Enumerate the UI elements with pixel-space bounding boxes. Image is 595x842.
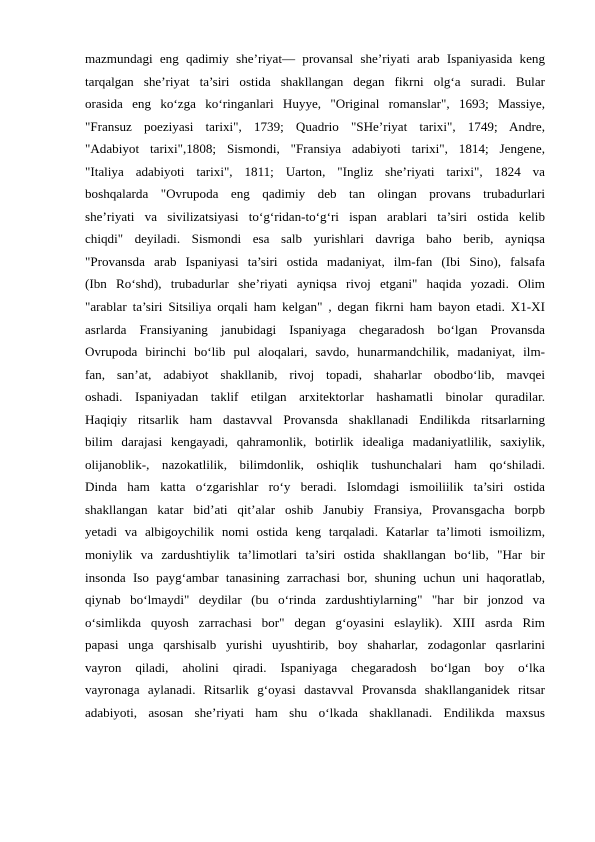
text-line-21: shakllangan katar bid’ati qit’alar oshib Janubiy Fransiya, Provansgacha borpb — [85, 501, 545, 517]
text-line-11: (Ibn Ro‘shd), trubadurlar she’riyati ayniqsa rivoj etgani" haqida yozadi. Olim — [85, 276, 545, 292]
text-line-30: adabiyoti, asosan she’riyati ham shu o‘lkada shakllanadi. Endilikda maxsus — [85, 704, 545, 720]
text-line-19: olijanoblik-, nazokatlilik, bilimdonlik, oshiqlik tushunchalari ham qo‘shiladi. — [85, 456, 545, 472]
text-line-6: "Italiya adabiyoti tarixi", 1811; Uarton, "Ingliz she’riyati tarixi", 1824 va — [85, 163, 545, 179]
text-line-17: Haqiqiy ritsarlik ham dastavval Provansda shakllanadi Endilikda ritsarlarning — [85, 411, 545, 427]
text-line-26: o‘simlikda quyosh zarrachasi bor" degan g‘oyasini eslaylik). XIII asrda Rim — [85, 614, 545, 630]
text-line-15: fan, san’at, adabiyot shakllanib, rivoj topadi, shaharlar obodbo‘lib, mavqei — [85, 366, 545, 382]
text-line-28: vayron qiladi, aholini qiradi. Ispaniyaga chegaradosh bo‘lgan boy o‘lka — [85, 659, 545, 675]
text-line-23: moniylik va zardushtiylik ta’limotlari ta’siri ostida shakllangan bo‘lib, "Har bir — [85, 547, 545, 563]
text-line-3: orasida eng ko‘zga ko‘ringanlari Huyye, "Original romanslar", 1693; Massiye, — [85, 96, 545, 112]
text-line-22: yetadi va albigoychilik nomi ostida keng tarqaladi. Katarlar ta’limoti ismoilizm, — [85, 524, 545, 540]
text-line-10: "Provansda arab Ispaniyasi ta’siri ostida madaniyat, ilm-fan (Ibi Sino), falsafa — [85, 253, 545, 269]
text-line-4: "Fransuz poeziyasi tarixi", 1739; Quadrio "SHe’riyat tarixi", 1749; Andre, — [85, 118, 545, 134]
text-line-8: she’riyati va sivilizatsiyasi to‘g‘ridan-to‘g‘ri ispan arablari ta’siri ostida kelib — [85, 208, 545, 224]
text-line-12: "arablar ta’siri Sitsiliya orqali ham kelgan" , degan fikrni ham bayon etadi. X1-XI — [85, 299, 545, 315]
text-line-25: qiynab bo‘lmaydi" deydilar (bu o‘rinda zardushtiylarning" "har bir jonzod va — [85, 592, 545, 608]
text-line-24: insonda Iso payg‘ambar tanasining zarrachasi bor, shuning uchun uni haqoratlab, — [85, 569, 545, 585]
text-line-20: Dinda ham katta o‘zgarishlar ro‘y beradi. Islomdagi ismoiliilik ta’siri ostida — [85, 479, 545, 495]
text-line-29: vayronaga aylanadi. Ritsarlik g‘oyasi dastavval Provansda shakllanganidek ritsar — [85, 682, 545, 698]
text-line-1: mazmundagi eng qadimiy she’riyat— provansal she’riyati arab Ispaniyasida keng — [85, 51, 545, 66]
text-line-5: "Adabiyot tarixi",1808; Sismondi, "Fransiya adabiyoti tarixi", 1814; Jengene, — [85, 141, 545, 157]
text-line-7: boshqalarda "Ovrupoda eng qadimiy deb tan olingan provans trubadurlari — [85, 186, 545, 202]
text-line-13: asrlarda Fransiyaning janubidagi Ispaniyaga chegaradosh bo‘lgan Provansda — [85, 321, 545, 337]
text-line-2: tarqalgan she’riyat ta’siri ostida shakllangan degan fikrni olg‘a suradi. Bular — [85, 73, 545, 89]
text-line-14: Ovrupoda birinchi bo‘lib pul aloqalari, savdo, hunarmandchilik, madaniyat, ilm- — [85, 344, 545, 360]
text-line-9: chiqdi" deyiladi. Sismondi esa salb yurishlari davriga baho berib, ayniqsa — [85, 231, 545, 247]
text-line-18: bilim darajasi kengayadi, qahramonlik, botirlik idealiga madaniyatlilik, saxiylik, — [85, 434, 545, 450]
text-line-16: oshadi. Ispaniyadan taklif etilgan arxitektorlar hashamatli binolar quradilar. — [85, 389, 545, 405]
document-page — [85, 48, 545, 724]
text-line-27: papasi unga qarshisalb yurishi uyushtirib, boy shaharlar, zodagonlar qasrlarini — [85, 637, 545, 653]
